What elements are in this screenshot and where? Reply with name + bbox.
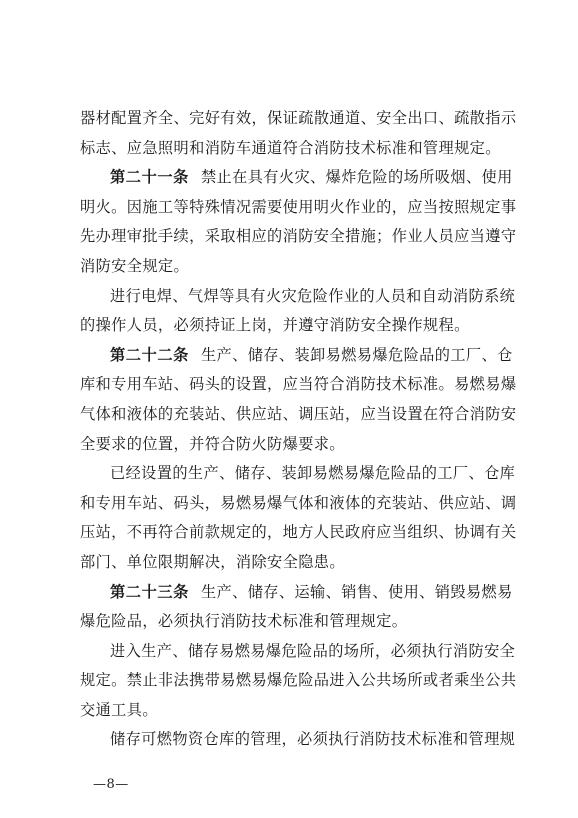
text-line-content: 气体和液体的充装站、供应站、调压站，应当设置在符合消防安 [80, 404, 517, 423]
text-line-8 [80, 311, 510, 341]
text-line-content: 进行电焊、气焊等具有火灾危险作业的人员和自动消防系统 [110, 286, 516, 305]
text-line-6 [80, 252, 510, 282]
text-line-content: 器材配置齐全、完好有效，保证疏散通道、安全出口、疏散指示 [80, 109, 517, 127]
text-line-content: 生产、储存、装卸易燃易爆危险品的工厂、仓 [200, 345, 513, 364]
text-line-content: 标志、应急照明和消防车通道符合消防技术标准和管理规定。 [80, 138, 501, 157]
page-number: —8— [93, 777, 129, 792]
text-line-14 [80, 489, 517, 519]
text-line-7 [80, 282, 516, 312]
text-line-21 [80, 696, 510, 726]
text-line-19 [80, 637, 516, 667]
text-line-content: 部门、单位限期解决，消除安全隐患。 [80, 552, 345, 571]
text-line-15 [80, 518, 517, 548]
text-line-10 [80, 370, 517, 400]
text-line-content: 的操作人员，必须持证上岗，并遵守消防安全操作规程。 [80, 316, 470, 335]
text-line-11 [80, 400, 517, 430]
text-line-22 [80, 725, 516, 755]
text-line-4 [80, 193, 517, 223]
text-line-1 [80, 104, 517, 134]
text-line-content: 全要求的位置，并符合防火防爆要求。 [80, 434, 345, 453]
article-number: 第二十二条 [110, 345, 189, 364]
text-line-content: 先办理审批手续，采取相应的消防安全措施；作业人员应当遵守 [80, 227, 517, 246]
text-line-content: 和专用车站、码头，易燃易爆气体和液体的充装站、供应站、调 [80, 493, 517, 512]
text-line-content: 已经设置的生产、储存、装卸易燃易爆危险品的工厂、仓库 [110, 464, 516, 483]
text-line-content: 消防安全规定。 [80, 256, 190, 275]
text-line-18 [80, 607, 510, 637]
text-line-content: 规定。禁止非法携带易燃易爆危险品进入公共场所或者乘坐公共 [80, 671, 517, 690]
article-number: 第二十一条 [110, 168, 189, 187]
article-21-heading-line [80, 163, 513, 193]
article-23-heading-line [80, 578, 513, 608]
text-line-content: 储存可燃物资仓库的管理，必须执行消防技术标准和管理规 [110, 730, 516, 749]
text-line-content: 进入生产、储存易燃易爆危险品的场所，必须执行消防安全 [110, 641, 516, 660]
article-number: 第二十三条 [110, 582, 189, 601]
article-22-heading-line [80, 341, 513, 371]
text-line-12 [80, 430, 510, 460]
text-line-content: 爆危险品，必须执行消防技术标准和管理规定。 [80, 612, 408, 631]
document-body [80, 104, 517, 755]
text-line-content: 库和专用车站、码头的设置，应当符合消防技术标准。易燃易爆 [80, 375, 517, 394]
text-line-13 [80, 459, 516, 489]
text-line-5 [80, 222, 517, 252]
text-line-2 [80, 134, 510, 164]
text-line-content: 明火。因施工等特殊情况需要使用明火作业的，应当按照规定事 [80, 197, 517, 216]
text-line-content: 交通工具。 [80, 700, 158, 719]
text-line-content: 生产、储存、运输、销售、使用、销毁易燃易 [200, 582, 513, 601]
text-line-content: 禁止在具有火灾、爆炸危险的场所吸烟、使用 [200, 168, 513, 187]
text-line-20 [80, 666, 517, 696]
text-line-content: 压站，不再符合前款规定的，地方人民政府应当组织、协调有关 [80, 523, 517, 542]
text-line-16 [80, 548, 510, 578]
